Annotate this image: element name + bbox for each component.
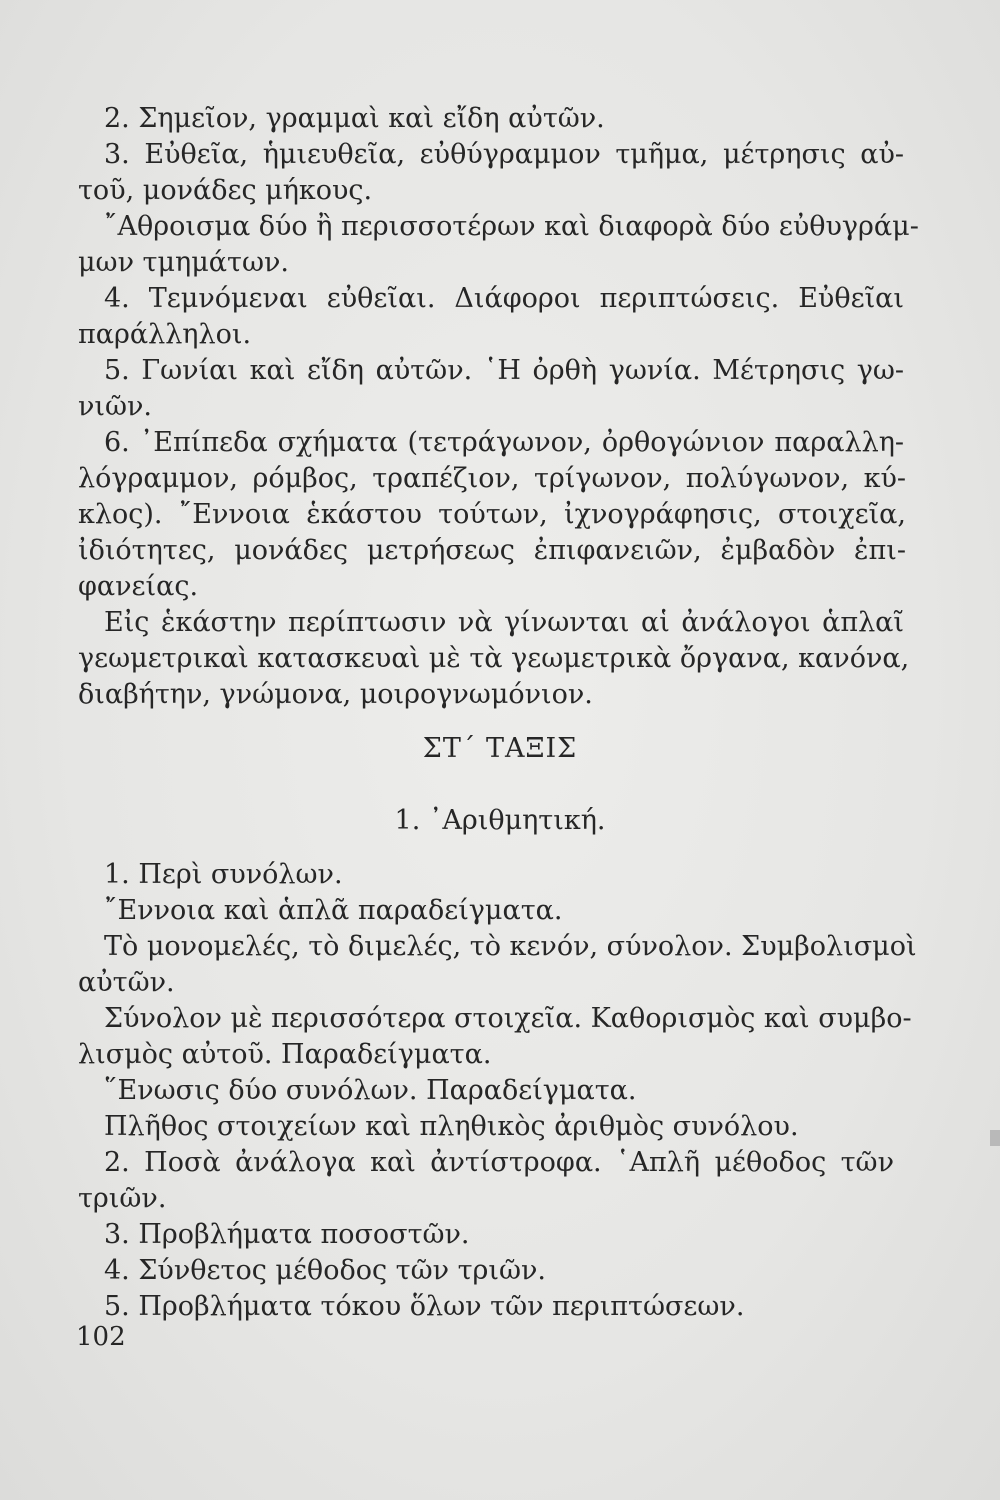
text-line: 2. Ποσὰ ἀνάλογα καὶ ἀντίστροφα. ῾Απλῆ μέθοδος τῶν <box>104 1147 894 1178</box>
text-line: γεωμετρικαὶ κατασκευαὶ μὲ τὰ γεωμετρικὰ ὄργανα, κανόνα, <box>78 643 910 674</box>
text-line: 5. Γωνίαι καὶ εἴδη αὐτῶν. ῾Η ὀρθὴ γωνία. Μέτρησις γω- <box>104 355 904 386</box>
section-heading: ΣΤ΄ ΤΑΞΙΣ <box>422 733 578 764</box>
text-line: τριῶν. <box>78 1183 167 1214</box>
text-line: Πλῆθος στοιχείων καὶ πληθικὸς ἀριθμὸς συνόλου. <box>104 1111 799 1142</box>
text-line: 6. ᾿Επίπεδα σχήματα (τετράγωνον, ὀρθογώνιον παραλλη- <box>104 427 904 458</box>
text-line: τοῦ, μονάδες μήκους. <box>78 175 373 206</box>
text-line: 3. Προβλήματα ποσοστῶν. <box>104 1219 470 1250</box>
text-line: 4. Τεμνόμεναι εὐθεῖαι. Διάφοροι περιπτώσεις. Εὐθεῖαι <box>104 283 904 314</box>
text-line: Σύνολον μὲ περισσότερα στοιχεῖα. Καθορισμὸς καὶ συμβο- <box>104 1003 912 1034</box>
text-line: 4. Σύνθετος μέθοδος τῶν τριῶν. <box>104 1255 547 1286</box>
text-line: διαβήτην, γνώμονα, μοιρογνωμόνιον. <box>78 679 593 710</box>
text-line: λόγραμμον, ρόμβος, τραπέζιον, τρίγωνον, πολύγωνον, κύ- <box>78 463 906 494</box>
text-line: αὐτῶν. <box>78 967 175 998</box>
text-line: 5. Προβλήματα τόκου ὅλων τῶν περιπτώσεων. <box>104 1291 745 1322</box>
text-line: φανείας. <box>78 571 199 602</box>
text-line: ῎Εννοια καὶ ἁπλᾶ παραδείγματα. <box>104 895 563 926</box>
text-line: ἰδιότητες, μονάδες μετρήσεως ἐπιφανειῶν, ἐμβαδὸν ἐπι- <box>78 535 906 566</box>
text-line: ῎Αθροισμα δύο ἢ περισσοτέρων καὶ διαφορὰ δύο εὐθυγράμ- <box>104 211 919 242</box>
subheading: 1. ᾿Αριθμητική. <box>394 805 606 836</box>
text-line: παράλληλοι. <box>78 319 252 350</box>
text-line: μων τμημάτων. <box>78 247 289 278</box>
text-line: λισμὸς αὐτοῦ. Παραδείγματα. <box>78 1039 492 1070</box>
text-line: ῞Ενωσις δύο συνόλων. Παραδείγματα. <box>104 1075 637 1106</box>
page-edge-mark <box>990 1130 1000 1146</box>
text-line: 2. Σημεῖον, γραμμαὶ καὶ εἴδη αὐτῶν. <box>104 103 605 134</box>
text-line: Τὸ μονομελές, τὸ διμελές, τὸ κενόν, σύνολον. Συμβολισμοὶ <box>104 931 917 962</box>
text-line: κλος). ῎Εννοια ἑκάστου τούτων, ἰχνογράφησις, στοιχεῖα, <box>78 499 906 530</box>
text-line: Εἰς ἑκάστην περίπτωσιν νὰ γίνωνται αἱ ἀνάλογοι ἁπλαῖ <box>104 607 904 638</box>
page-number: 102 <box>76 1322 126 1352</box>
text-line: 3. Εὐθεῖα, ἡμιευθεῖα, εὐθύγραμμον τμῆμα, μέτρησις αὐ- <box>104 139 904 170</box>
text-line: 1. Περὶ συνόλων. <box>104 859 343 890</box>
text-line: νιῶν. <box>78 391 153 422</box>
